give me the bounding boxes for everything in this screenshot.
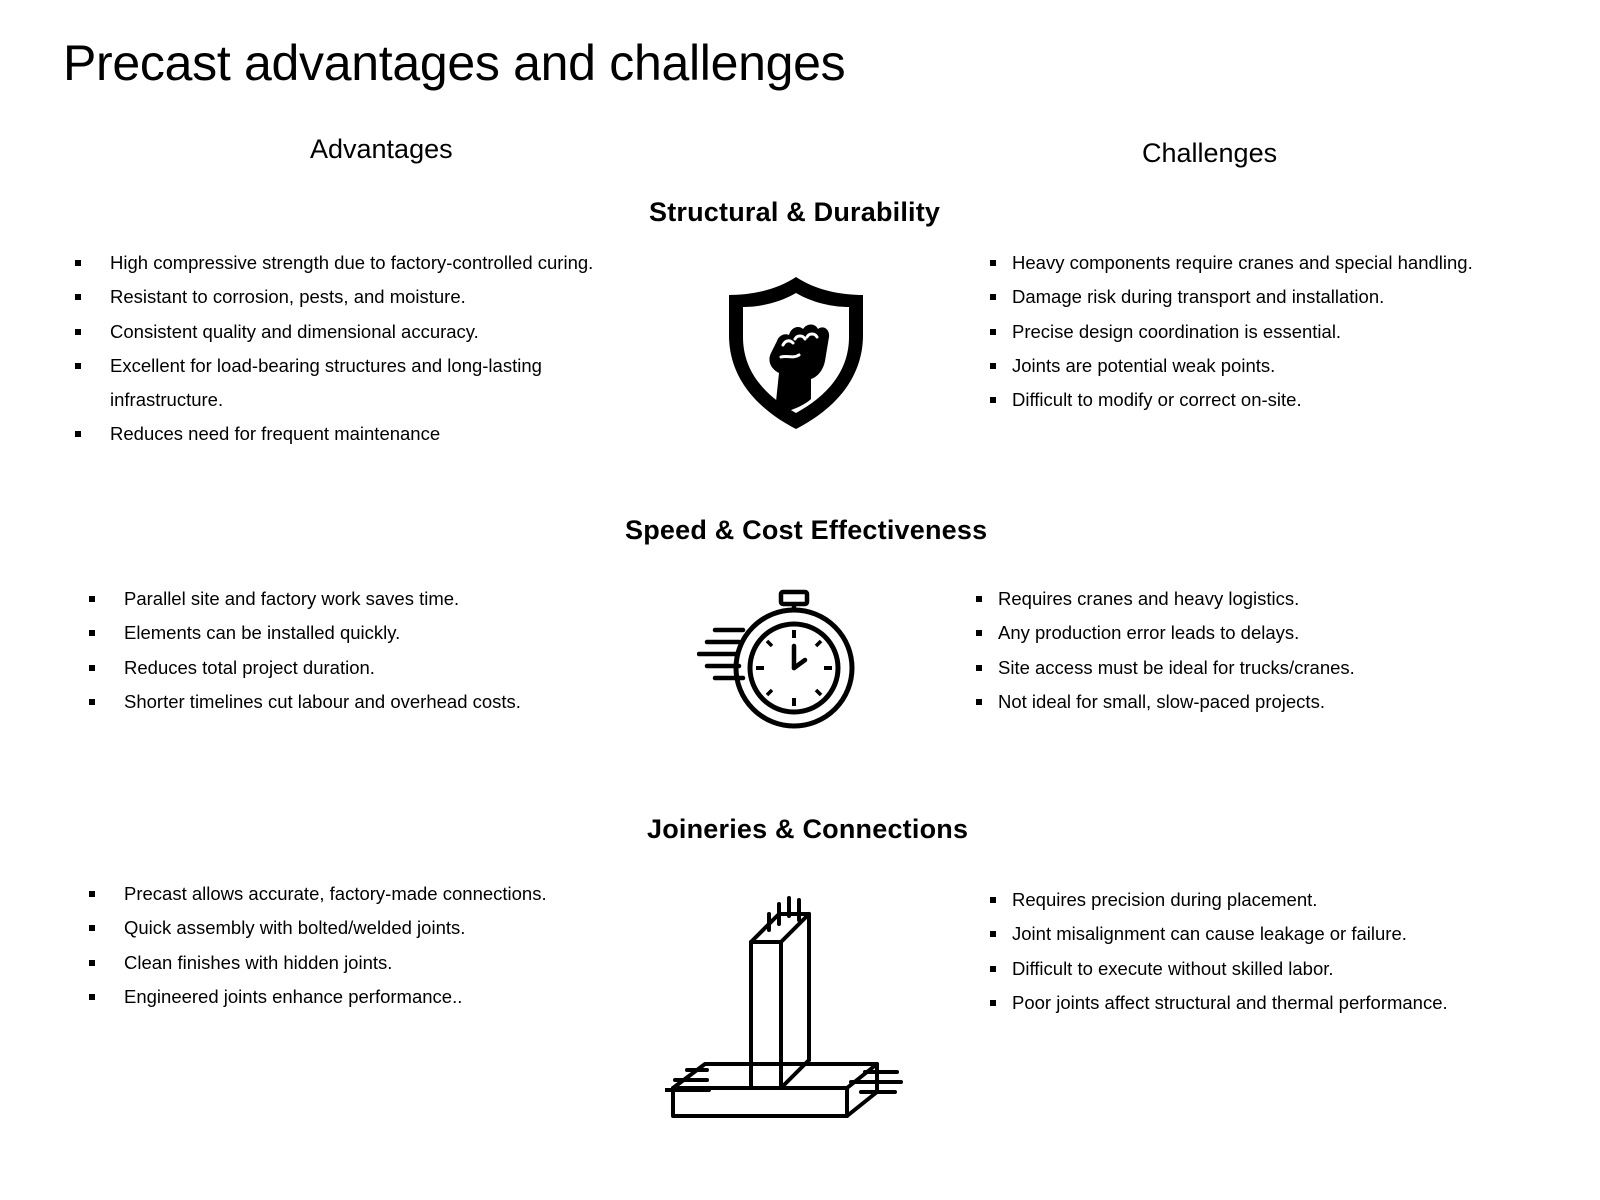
list-item: Difficult to execute without skilled labor.: [989, 952, 1579, 986]
list-item: Not ideal for small, slow-paced projects.: [975, 685, 1565, 719]
list-item: Difficult to modify or correct on-site.: [989, 383, 1579, 417]
list-item: Resistant to corrosion, pests, and moisture.: [74, 280, 634, 314]
precast-joint-icon: [665, 896, 905, 1146]
list-item: Requires cranes and heavy logistics.: [975, 582, 1565, 616]
challenges-heading: Challenges: [1142, 138, 1278, 168]
page-title: Precast advantages and challenges: [63, 35, 846, 91]
list-item: High compressive strength due to factory-controlled curing.: [74, 246, 634, 280]
list-item: Any production error leads to delays.: [975, 616, 1565, 650]
joineries-advantages-list: [88, 877, 628, 1014]
list-item: Joint misalignment can cause leakage or failure.: [989, 917, 1579, 951]
speed-advantages-list: [88, 582, 628, 719]
advantages-heading: Advantages: [310, 134, 453, 164]
list-item: Heavy components require cranes and special handling.: [989, 246, 1579, 280]
list-item: Elements can be installed quickly.: [88, 616, 628, 650]
structural-challenges-list: [989, 246, 1579, 417]
shield-fist-icon: [725, 273, 867, 438]
list-item: Consistent quality and dimensional accuracy.: [74, 315, 634, 349]
list-item: Parallel site and factory work saves time.: [88, 582, 628, 616]
list-item: Reduces total project duration.: [88, 651, 628, 685]
speed-challenges-list: [975, 582, 1565, 719]
list-item: Engineered joints enhance performance..: [88, 980, 628, 1014]
list-item: Shorter timelines cut labour and overhead costs.: [88, 685, 628, 719]
stopwatch-icon: [697, 588, 877, 735]
list-item: Joints are potential weak points.: [989, 349, 1579, 383]
section-title-structural-durability: Structural & Durability: [649, 197, 941, 227]
list-item: Poor joints affect structural and thermal performance.: [989, 986, 1579, 1020]
list-item: Excellent for load-bearing structures and long-lasting infrastructure.: [74, 349, 634, 418]
list-item: Quick assembly with bolted/welded joints.: [88, 911, 628, 945]
list-item: Precast allows accurate, factory-made connections.: [88, 877, 628, 911]
list-item: Reduces need for frequent maintenance: [74, 417, 634, 451]
list-item: Damage risk during transport and installation.: [989, 280, 1579, 314]
joineries-challenges-list: [989, 883, 1579, 1020]
section-title-speed-cost: Speed & Cost Effectiveness: [625, 515, 988, 545]
section-title-joineries-connections: Joineries & Connections: [647, 814, 969, 844]
list-item: Precise design coordination is essential.: [989, 315, 1579, 349]
list-item: Site access must be ideal for trucks/cranes.: [975, 651, 1565, 685]
list-item: Requires precision during placement.: [989, 883, 1579, 917]
list-item: Clean finishes with hidden joints.: [88, 946, 628, 980]
structural-advantages-list: [74, 246, 634, 452]
